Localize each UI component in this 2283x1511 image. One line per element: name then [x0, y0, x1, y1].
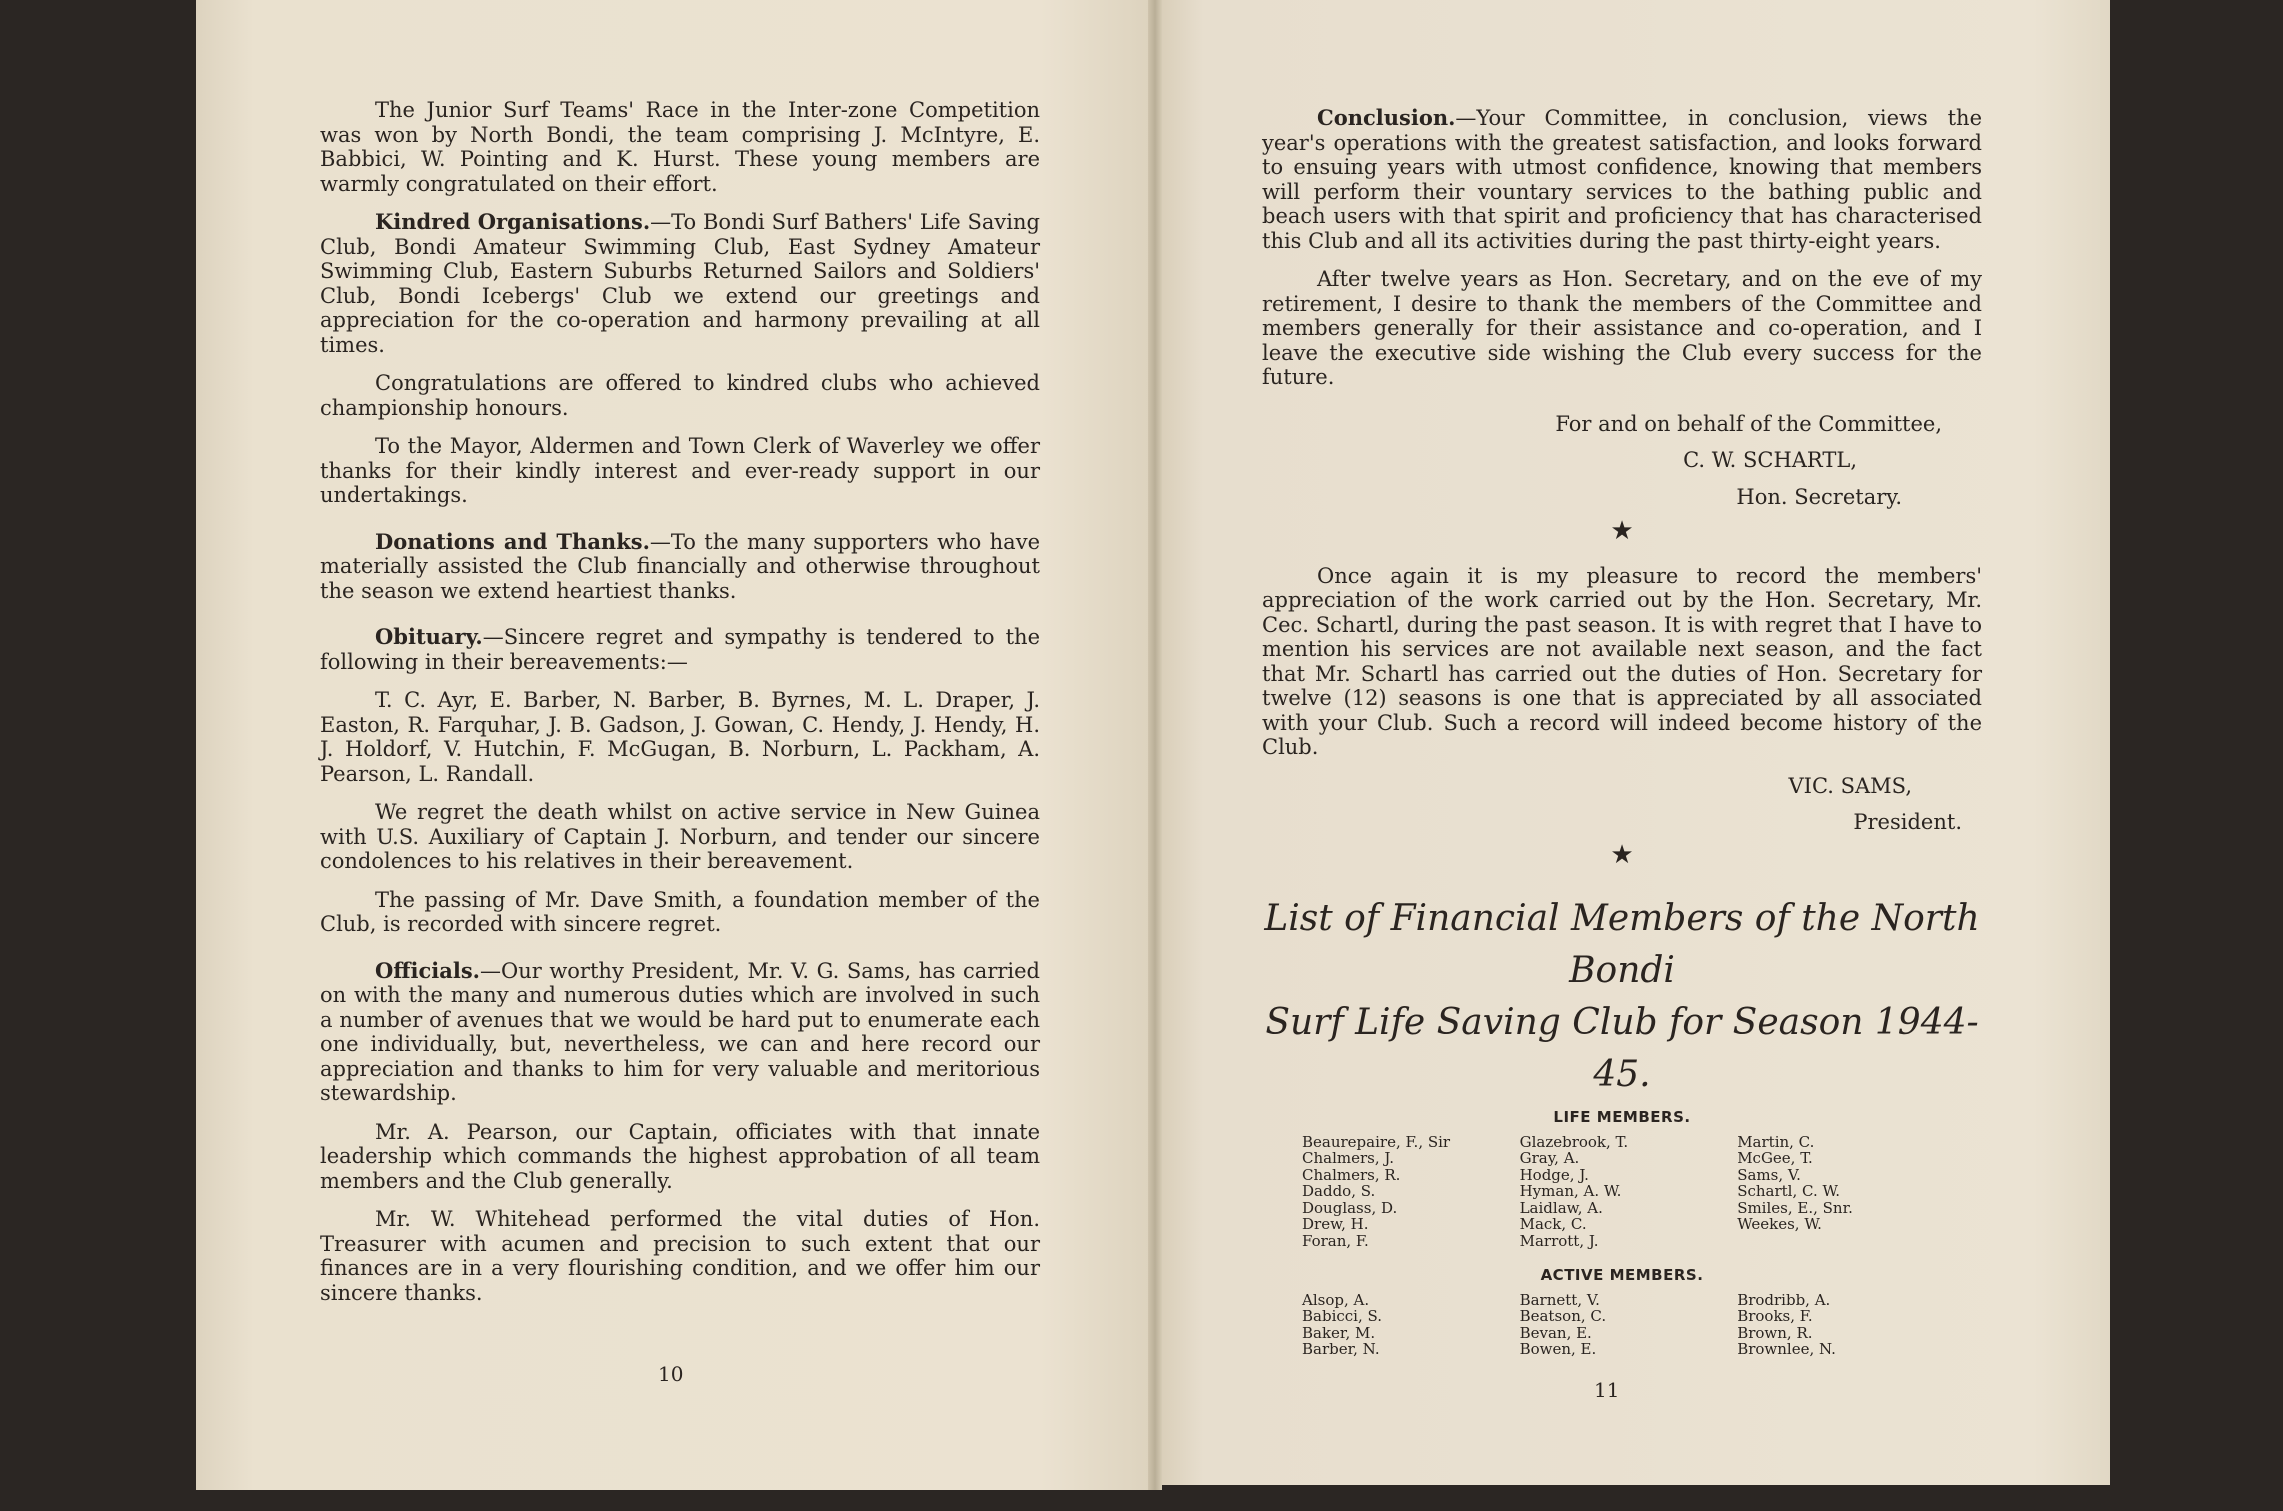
member-name: Babicci, S. [1302, 1307, 1383, 1325]
member-name: Drew, H. [1302, 1215, 1369, 1233]
member-name: Hodge, J. [1519, 1165, 1589, 1184]
member-name: Beaurepaire, F., Sir [1302, 1132, 1451, 1151]
life-members-list [1262, 1134, 1982, 1250]
left-paragraph [320, 530, 1040, 604]
member-name: Baker, M. [1302, 1323, 1376, 1342]
left-paragraph [320, 959, 1040, 1106]
paragraph-text: The Junior Surf Teams' Race in the Inter-zone Competition was won by North Bondi, the team comprising J. McIntyre, E. Babbici, W. Pointing and K. Hurst. These young members are warmly congratulated on their effort. [320, 98, 1040, 196]
member-name: Sams, V. [1737, 1165, 1801, 1184]
member-name: Daddo, S. [1302, 1182, 1376, 1200]
member-name: Schartl, C. W. [1737, 1182, 1841, 1200]
paragraph-heading: Donations and Thanks. [375, 528, 650, 554]
member-name: Barber, N. [1302, 1340, 1380, 1358]
member-name: Laidlaw, A. [1519, 1198, 1603, 1217]
president-title: President. [1853, 810, 1962, 834]
conclusion-paragraph: Conclusion.—Your Committee, in conclusion, views the year's operations with the greatest satisfaction, and looks forward to ensuing years with utmost confidence, knowing that members will perform their vountary services to the bathing public and beach users with that spirit and proficiency that has characterised this Club and all its activities during the past thirty-eight years. [1262, 105, 1982, 253]
active-members-heading: ACTIVE MEMBERS. [1540, 1266, 1704, 1284]
member-name: Glazebrook, T. [1519, 1132, 1629, 1151]
member-name: Gray, A. [1519, 1149, 1580, 1167]
member-name: Mack, C. [1519, 1215, 1587, 1233]
president-name: VIC. SAMS, [1788, 773, 1912, 798]
member-name: Chalmers, R. [1302, 1165, 1401, 1184]
member-name: Douglass, D. [1302, 1198, 1398, 1217]
paragraph-text: Mr. W. Whitehead performed the vital duties of Hon. Treasurer with acumen and precision to such extent that our finances are in a very flourishing condition, and we offer him our sincere thanks. [320, 1207, 1040, 1305]
member-name: Chalmers, J. [1302, 1149, 1394, 1167]
secretary-title: Hon. Secretary. [1736, 484, 1902, 509]
member-column [1520, 1292, 1725, 1358]
paragraph-text: —To Bondi Surf Bathers' Life Saving Club, Bondi Amateur Swimming Club, East Sydney Amateur Swimming Club, Eastern Suburbs Returned Sailors and Soldiers' Club, Bondi Icebergs' Club we extend our greetings and appreciation for the co-operation and harmony prevailing at all times. [320, 210, 1040, 357]
member-name: Barnett, V. [1519, 1290, 1600, 1309]
member-name: Brooks, F. [1737, 1307, 1813, 1325]
book-spine [1148, 0, 1162, 1490]
star-divider: ★ [1610, 516, 1634, 546]
right-page-text [1262, 106, 1982, 1358]
member-name: Martin, C. [1737, 1132, 1815, 1151]
left-paragraph [320, 371, 1040, 420]
member-list-title: List of Financial Members of the North Bondi Surf Life Saving Club for Season 1944-45. [1264, 898, 1980, 1095]
paragraph-text: —To the many supporters who have materially assisted the Club financially and otherwise throughout the season we extend heartiest thanks. [320, 529, 1040, 603]
member-name: Hyman, A. W. [1519, 1182, 1622, 1200]
left-paragraph [320, 434, 1040, 508]
paragraph-text: To the Mayor, Aldermen and Town Clerk of Waverley we offer thanks for their kindly interest and ever-ready support in our undertakings. [320, 434, 1040, 507]
left-paragraph [320, 98, 1040, 196]
star-divider-2: ★ [1610, 839, 1634, 870]
left-paragraph [320, 888, 1040, 937]
member-column [1302, 1292, 1507, 1358]
left-paragraph [320, 1120, 1040, 1194]
left-paragraph [320, 688, 1040, 786]
secretary-name: C. W. SCHARTL, [1683, 448, 1857, 472]
paragraph-text: T. C. Ayr, E. Barber, N. Barber, B. Byrnes, M. L. Draper, J. Easton, R. Farquhar, J. B. Gadson, J. Gowan, C. Hendy, J. Hendy, H. J. Holdorf, V. Hutchin, F. McGugan, B. Norburn, L. Packham, A. Pearson, L. Randall. [320, 688, 1040, 786]
paragraph-text: —Sincere regret and sympathy is tendered to the following in their bereavements:— [320, 625, 1040, 674]
retirement-paragraph: After twelve years as Hon. Secretary, and on the eve of my retirement, I desire to thank the members of the Committee and members generally for their assistance and co-operation, and I leave the executive side wishing the Club every success for the future. [1262, 267, 1982, 389]
paragraph-text: We regret the death whilst on active service in New Guinea with U.S. Auxiliary of Captain J. Norburn, and tender our sincere condolences to his relatives in their bereavement. [320, 800, 1040, 873]
paragraph-heading: Kindred Organisations. [375, 209, 651, 234]
member-column [1520, 1134, 1725, 1250]
left-page-text [320, 98, 1040, 1319]
left-page-number: 10 [658, 1362, 684, 1386]
paragraph-text: Mr. A. Pearson, our Captain, officiates with that innate leadership which commands the highest approbation of all team members and the Club generally. [320, 1119, 1040, 1193]
member-name: Bevan, E. [1519, 1323, 1592, 1342]
left-paragraph [320, 800, 1040, 874]
life-members-heading: LIFE MEMBERS. [1553, 1108, 1691, 1126]
paragraph-text: The passing of Mr. Dave Smith, a foundation member of the Club, is recorded with sincere regret. [320, 887, 1040, 936]
member-column [1737, 1292, 1942, 1358]
right-page-number: 11 [1594, 1378, 1620, 1402]
member-name: Beatson, C. [1519, 1307, 1607, 1325]
paragraph-text: —Our worthy President, Mr. V. G. Sams, has carried on with the many and numerous duties which are involved in such a number of avenues that we would be hard put to enumerate each one individually, but, nevertheless, we can and here record our appreciation and thanks to him for very valuable and meritorious stewardship. [320, 958, 1040, 1105]
paragraph-text: Congratulations are offered to kindred clubs who achieved championship honours. [320, 371, 1040, 420]
paragraph-heading: Officials. [375, 957, 480, 983]
sign-off: For and on behalf of the Committee, [1555, 411, 1942, 436]
member-name: Bowen, E. [1519, 1340, 1597, 1358]
member-name: McGee, T. [1737, 1149, 1813, 1167]
member-name: Brodribb, A. [1737, 1290, 1831, 1309]
appreciation-paragraph: Once again it is my pleasure to record the members' appreciation of the work carried out by the Hon. Secretary, Mr. Cec. Schartl, during the past season. It is with regret that I have to mention his services are not available next season, and the fact that Mr. Schartl has carried out the duties of Hon. Secretary for twelve (12) seasons is one that is appreciated by all associated with your Club. Such a record will indeed become history of the Club. [1262, 563, 1982, 759]
member-name: Weekes, W. [1737, 1215, 1822, 1233]
conclusion-heading: Conclusion. [1317, 105, 1456, 130]
active-members-list [1262, 1292, 1982, 1358]
left-paragraph [320, 625, 1040, 674]
left-paragraph [320, 210, 1040, 357]
member-column [1302, 1134, 1507, 1250]
member-name: Brownlee, N. [1737, 1340, 1836, 1358]
member-name: Smiles, E., Snr. [1737, 1198, 1853, 1217]
member-name: Brown, R. [1737, 1323, 1813, 1342]
left-paragraph [320, 1207, 1040, 1305]
member-column [1737, 1134, 1942, 1250]
member-name: Marrott, J. [1519, 1231, 1599, 1250]
member-name: Foran, F. [1302, 1231, 1369, 1250]
member-name: Alsop, A. [1302, 1290, 1370, 1309]
paragraph-heading: Obituary. [375, 624, 483, 649]
